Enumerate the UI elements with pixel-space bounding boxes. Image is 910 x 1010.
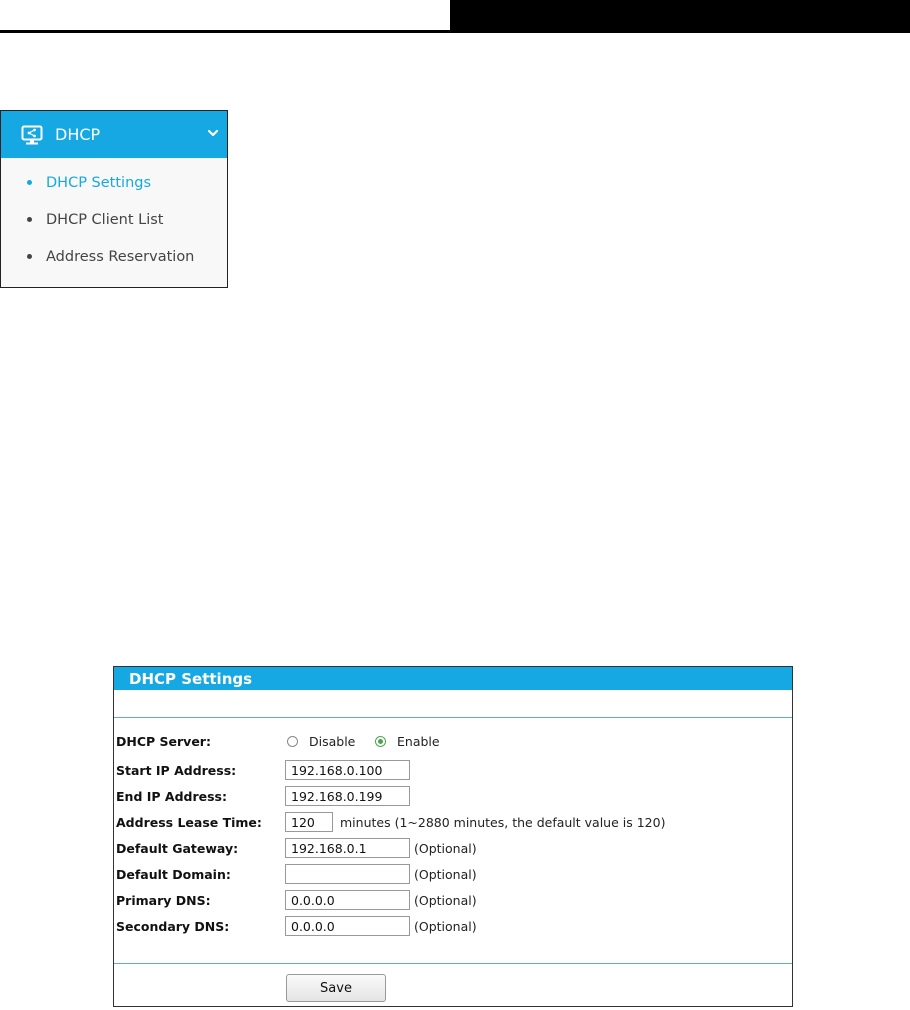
row-domain xyxy=(114,863,792,885)
secondary-dns-label: Secondary DNS: xyxy=(116,918,230,934)
primary-dns-optional-note: (Optional) xyxy=(414,892,477,908)
end-ip-input[interactable] xyxy=(285,786,410,806)
secondary-dns-optional-note: (Optional) xyxy=(414,918,477,934)
start-ip-label: Start IP Address: xyxy=(116,762,237,778)
radio-circle-icon xyxy=(287,736,298,747)
row-lease-time xyxy=(114,811,792,833)
row-secondary-dns xyxy=(114,915,792,937)
start-ip-input[interactable] xyxy=(285,760,410,780)
menu-item-label: Address Reservation xyxy=(46,248,195,265)
bullet-icon xyxy=(27,254,32,259)
domain-input[interactable] xyxy=(285,864,410,884)
dhcp-menu xyxy=(0,110,228,288)
row-end-ip xyxy=(114,785,792,807)
menu-header-dhcp[interactable] xyxy=(1,111,227,158)
primary-dns-input[interactable] xyxy=(285,890,410,910)
lease-time-label: Address Lease Time: xyxy=(116,814,262,830)
menu-item-address-reservation[interactable] xyxy=(1,238,227,275)
radio-enable-label: Enable xyxy=(397,733,440,749)
secondary-dns-input[interactable] xyxy=(285,916,410,936)
header-rule xyxy=(0,30,450,33)
menu-item-dhcp-client-list[interactable] xyxy=(1,201,227,238)
chevron-down-icon[interactable] xyxy=(207,127,219,139)
domain-optional-note: (Optional) xyxy=(414,866,477,882)
primary-dns-label: Primary DNS: xyxy=(116,892,211,908)
domain-label: Default Domain: xyxy=(116,866,231,882)
menu-title: DHCP xyxy=(55,125,101,144)
divider xyxy=(114,717,792,718)
row-dhcp-server xyxy=(114,730,792,752)
save-button[interactable]: Save xyxy=(286,974,386,1002)
menu-item-label: DHCP Settings xyxy=(46,174,152,191)
monitor-share-icon xyxy=(21,125,43,145)
divider xyxy=(114,963,792,964)
bullet-icon xyxy=(27,217,32,222)
gateway-optional-note: (Optional) xyxy=(414,840,477,856)
gateway-input[interactable] xyxy=(285,838,410,858)
radio-selected-icon xyxy=(375,736,386,747)
menu-item-label: DHCP Client List xyxy=(46,211,164,228)
dhcp-server-label: DHCP Server: xyxy=(116,733,211,749)
lease-time-input[interactable] xyxy=(285,812,333,832)
lease-time-note: minutes (1~2880 minutes, the default value is 120) xyxy=(340,814,666,830)
gateway-label: Default Gateway: xyxy=(116,840,239,856)
menu-list xyxy=(1,158,227,275)
bullet-icon xyxy=(27,180,32,185)
row-start-ip xyxy=(114,759,792,781)
row-primary-dns xyxy=(114,889,792,911)
end-ip-label: End IP Address: xyxy=(116,788,227,804)
panel-title: DHCP Settings xyxy=(114,667,792,690)
menu-item-dhcp-settings[interactable] xyxy=(1,164,227,201)
dhcp-settings-panel xyxy=(113,666,793,1007)
row-gateway xyxy=(114,837,792,859)
header-black-bar xyxy=(450,0,910,33)
radio-disable-label: Disable xyxy=(309,733,356,749)
radio-enable[interactable] xyxy=(375,734,440,749)
radio-disable[interactable] xyxy=(287,734,355,749)
